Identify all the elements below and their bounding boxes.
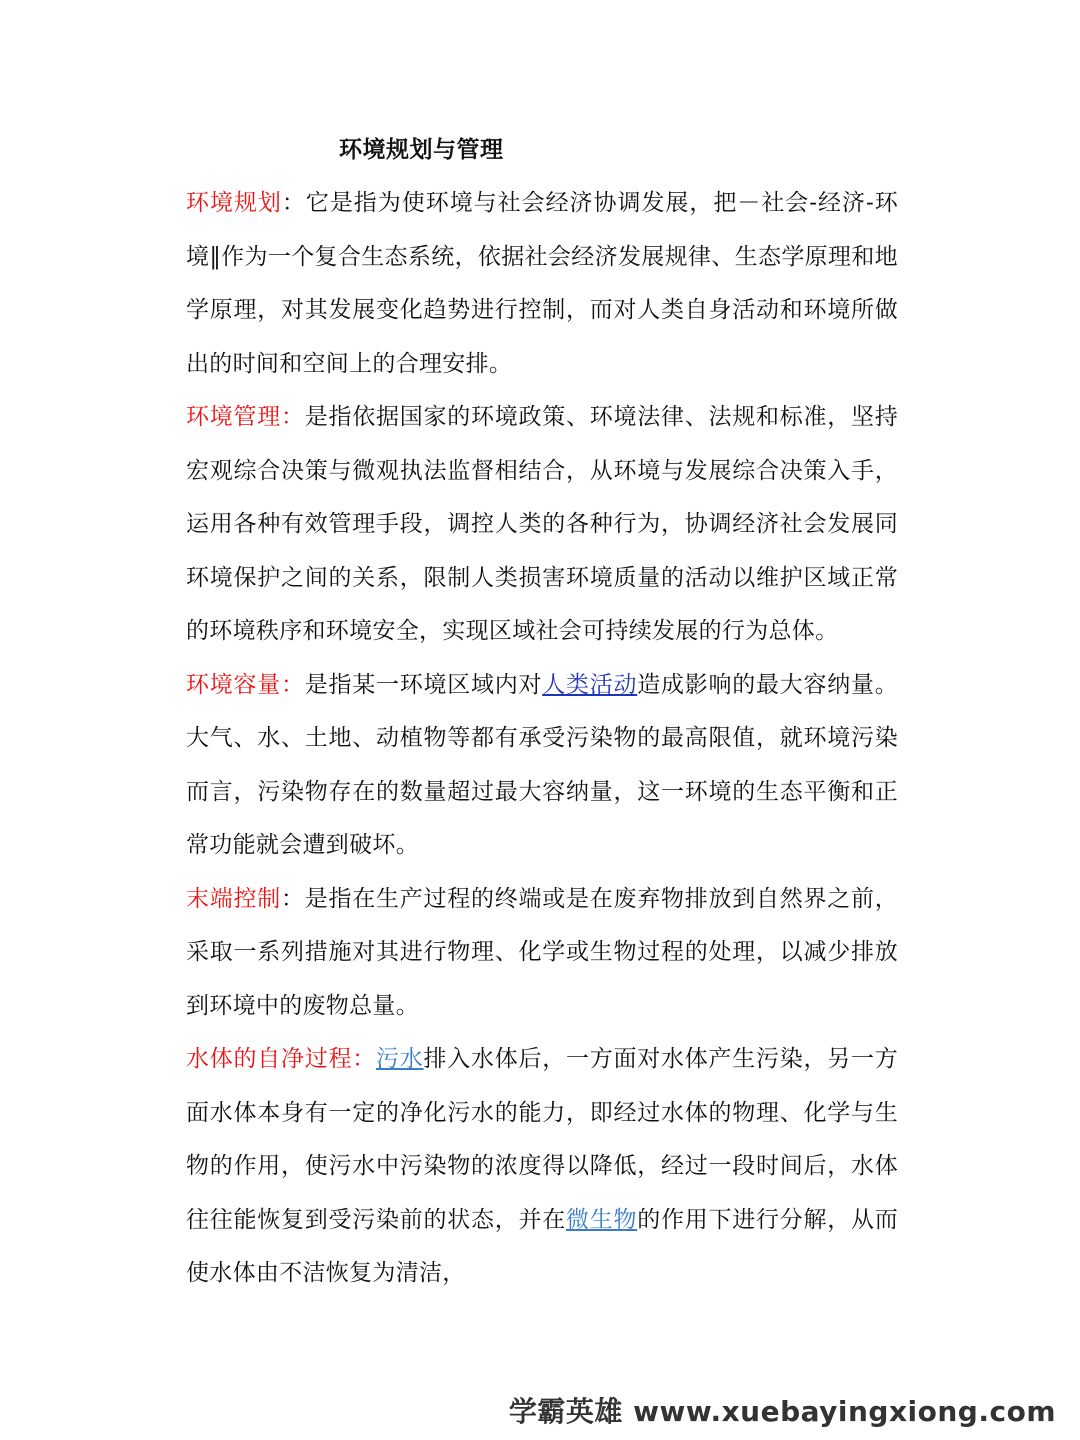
definition-text: ：它是指为使环境与社会经济协调发展，把－社会-经济-环境‖作为一个复合生态系统，依据社会经济发展规律、生态学原理和地学原理，对其发展变化趋势进行控制，而对人类自身活动和环境所做出的时间和空间上的合理安排。	[186, 190, 898, 377]
paragraph-environmental-capacity	[186, 659, 898, 873]
term-environmental-capacity: 环境容量：	[186, 671, 305, 698]
page-title: 环境规划与管理	[339, 136, 504, 163]
paragraph-end-of-pipe-control	[186, 873, 898, 1034]
term-environmental-planning: 环境规划	[186, 190, 282, 216]
link-sewage[interactable]: 污水	[375, 1046, 424, 1072]
link-microorganism[interactable]: 微生物	[565, 1206, 638, 1233]
definition-text: 是指某一环境区域内对	[304, 671, 543, 698]
definition-text: 是指依据国家的环境政策、环境法律、法规和标准，坚持宏观综合决策与微观执法监督相结合，从环境与发展综合决策入手，运用各种有效管理手段，调控人类的各种行为，协调经济社会发展同环境保护之间的关系，限制人类损害环境质量的活动以维护区域正常的环境秩序和环境安全，实现区域社会可持续发展的行为总体。	[186, 404, 899, 644]
link-human-activity[interactable]: 人类活动	[542, 671, 638, 698]
paragraph-environmental-planning	[186, 177, 898, 391]
document-body	[186, 177, 898, 1301]
definition-text: 排入水体后，一方面对水体产生污染，另一方面水体本身有一定的净化污水的能力，即经过水体的物理、化学与生物的作用，使污水中污染物的浓度得以降低，经过一段时间后，水体往往能恢复到受污染前的状态，并在	[186, 1046, 898, 1233]
term-environmental-management: 环境管理：	[186, 404, 305, 430]
paragraph-water-self-purification	[186, 1033, 898, 1301]
paragraph-environmental-management	[186, 391, 898, 659]
definition-text: 造成影响的最大容纳量。大气、水、土地、动植物等都有承受污染物的最高限值，就环境污染而言，污染物存在的数量超过最大容纳量，这一环境的生态平衡和正常功能就会遭到破坏。	[186, 671, 899, 858]
term-end-of-pipe-control: 末端控制	[186, 885, 281, 912]
definition-text: ：是指在生产过程的终端或是在废弃物排放到自然界之前，采取一系列措施对其进行物理、化学或生物过程的处理，以减少排放到环境中的废物总量。	[186, 885, 898, 1019]
site-watermark: 学霸英雄 www.xuebayingxiong.com	[508, 1395, 1056, 1428]
definition-text: 的作用下进行分解，从而使水体由不洁恢复为清洁，	[186, 1206, 898, 1286]
term-water-self-purification: 水体的自净过程：	[186, 1046, 376, 1072]
